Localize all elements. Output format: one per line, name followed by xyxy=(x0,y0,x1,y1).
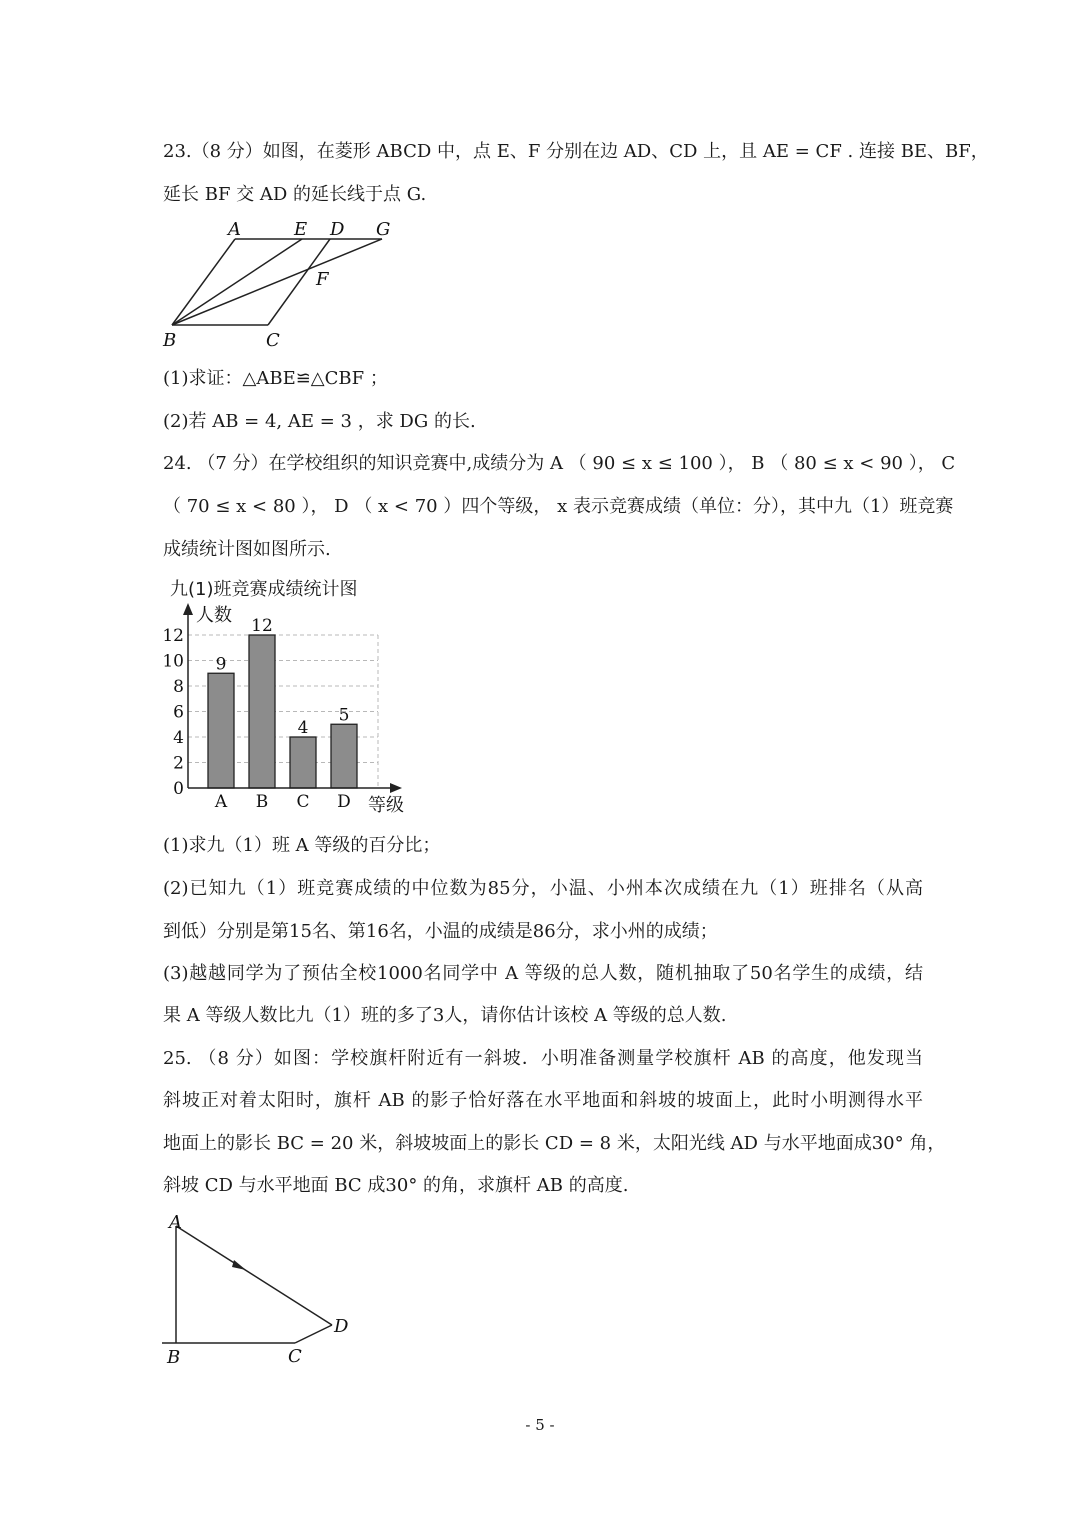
bar-C xyxy=(290,737,316,788)
q24-sub-1: (1)求九（1）班 A 等级的百分比； xyxy=(163,835,441,856)
label-D: D xyxy=(330,219,345,240)
bar-A xyxy=(208,673,234,788)
segment-AD xyxy=(176,1226,332,1325)
sunlight-arrow xyxy=(232,1260,246,1270)
q25-line-1: 25. （8 分）如图：学校旗杆附近有一斜坡．小明准备测量学校旗杆 AB 的高度，他发现当 xyxy=(163,1048,923,1069)
category-label-C: C xyxy=(296,792,310,812)
q24-sub-3-a: (3)越越同学为了预估全校1000名同学中 A 等级的总人数，随机抽取了50名学生的成绩，结 xyxy=(163,963,923,984)
chart-title: 九(1)班竞赛成绩统计图 xyxy=(170,579,358,600)
q23-line-1: 23.（8 分）如图，在菱形 ABCD 中，点 E、F 分别在边 AD、CD 上，且 AE = CF . 连接 BE、BF， xyxy=(163,141,989,162)
q23-sub-2: (2)若 AB = 4, AE = 3 ，求 DG 的长. xyxy=(163,411,476,432)
q24-sub-2-a: (2)已知九（1）班竞赛成绩的中位数为85分，小温、小州本次成绩在九（1）班排名（从高 xyxy=(163,878,923,899)
y-tick-label: 8 xyxy=(173,677,184,697)
y-tick-label: 4 xyxy=(173,728,184,748)
y-axis-arrow xyxy=(183,603,193,615)
q23-sub-1: (1)求证：△ABE≌△CBF ； xyxy=(163,368,388,389)
y-tick-label: 6 xyxy=(173,702,184,723)
label-A: A xyxy=(228,219,241,240)
label-E: E xyxy=(294,219,308,240)
bar-B xyxy=(249,635,275,788)
y-axis-label: 人数 xyxy=(196,605,232,626)
y-tick-label: 2 xyxy=(173,753,184,774)
q24-line-1: 24. （7 分）在学校组织的知识竞赛中,成绩分为 A （ 90 ≤ x ≤ 100 ）， B （ 80 ≤ x < 90 ）， C xyxy=(163,453,956,474)
x-axis-arrow xyxy=(390,783,402,793)
rhombus-figure xyxy=(150,215,410,355)
label-C: C xyxy=(288,1346,302,1367)
q23-line-2: 延长 BF 交 AD 的延长线于点 G. xyxy=(163,184,427,205)
label-G: G xyxy=(376,219,391,240)
q24-sub-3-b: 果 A 等级人数比九（1）班的多了3人，请你估计该校 A 等级的总人数. xyxy=(163,1005,727,1026)
value-label-A: 9 xyxy=(215,654,227,675)
category-label-A: A xyxy=(214,792,228,812)
segment-CD xyxy=(295,1325,332,1343)
q24-line-3: 成绩统计图如图所示. xyxy=(163,539,331,560)
bar-chart xyxy=(160,595,430,820)
category-label-B: B xyxy=(255,792,269,812)
label-B: B xyxy=(167,1347,181,1368)
q24-line-2: （ 70 ≤ x < 80 ）， D （ x < 70 ）四个等级， x 表示竞赛成绩（单位：分），其中九（1）班竞赛 xyxy=(163,496,954,517)
page-number: - 5 - xyxy=(525,1416,555,1434)
q25-line-2: 斜坡正对着太阳时，旗杆 AB 的影子恰好落在水平地面和斜坡的坡面上，此时小明测得水平 xyxy=(163,1090,923,1111)
y-tick-label: 12 xyxy=(162,626,184,646)
q25-line-3: 地面上的影长 BC = 20 米，斜坡坡面上的影长 CD = 8 米，太阳光线 AD 与水平地面成30° 角， xyxy=(163,1133,946,1154)
y-tick-label: 10 xyxy=(162,651,184,672)
category-label-D: D xyxy=(337,792,351,812)
label-C: C xyxy=(266,330,280,351)
q25-line-4: 斜坡 CD 与水平地面 BC 成30° 的角，求旗杆 AB 的高度. xyxy=(163,1175,629,1196)
label-A: A xyxy=(169,1212,182,1233)
segment-BE xyxy=(172,239,302,325)
q24-sub-2-b: 到低）分别是第15名、第16名，小温的成绩是86分，求小州的成绩； xyxy=(163,921,718,942)
label-B: B xyxy=(163,330,177,351)
value-label-D: 5 xyxy=(338,705,350,726)
value-label-C: 4 xyxy=(297,718,309,738)
flagpole-figure xyxy=(150,1210,370,1370)
y-tick-label: 0 xyxy=(173,779,184,799)
label-F: F xyxy=(316,269,329,290)
label-D: D xyxy=(334,1316,349,1337)
value-label-B: 12 xyxy=(251,616,273,636)
x-axis-label: 等级 xyxy=(368,795,404,816)
bar-D xyxy=(331,724,357,788)
